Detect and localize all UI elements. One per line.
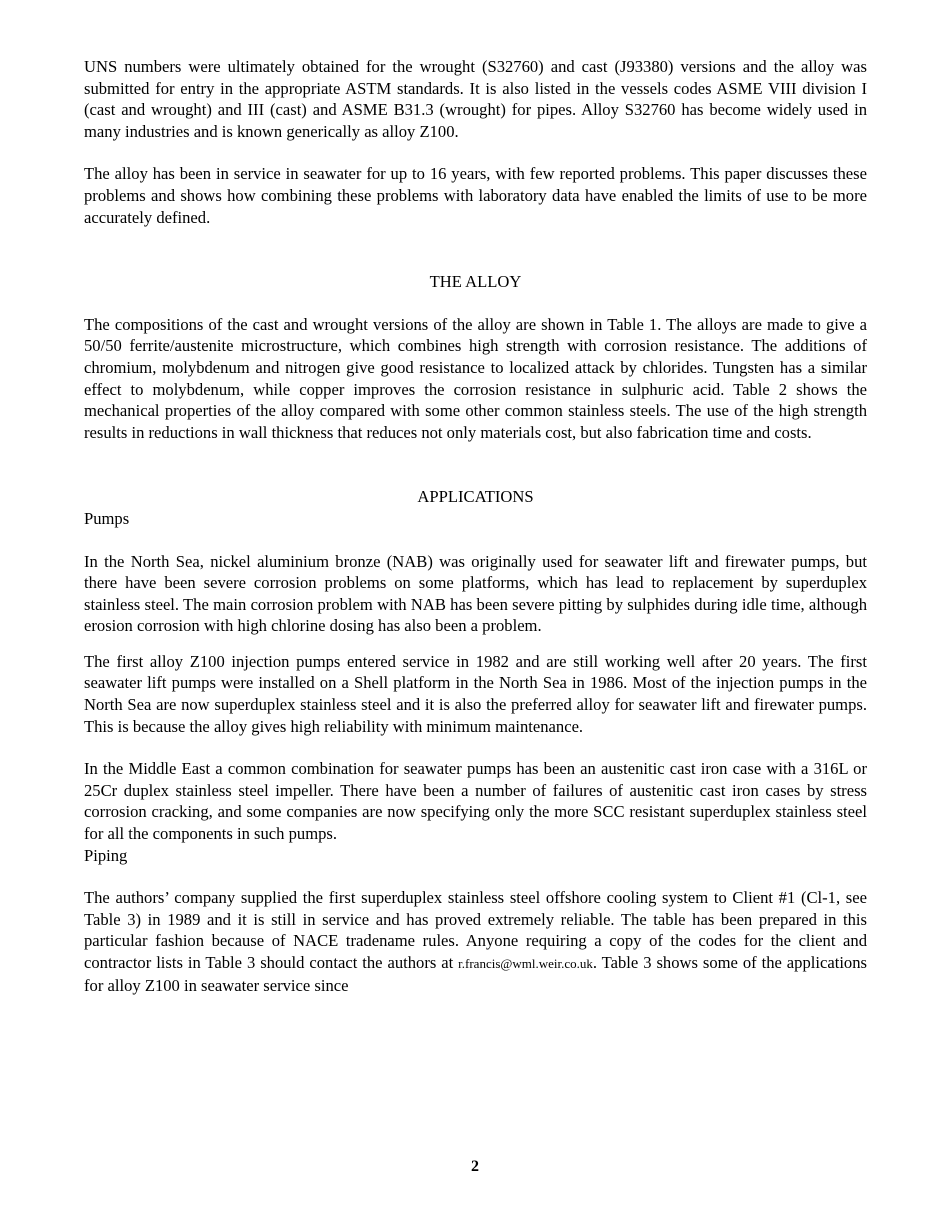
contact-email-link[interactable]: r.francis@wml.weir.co.uk [458,956,593,971]
section-heading-alloy: THE ALLOY [429,272,522,292]
piping-text-end: . Table 3 shows some of the applications for alloy Z100 in seawater service since [84,953,867,995]
intro-paragraph-service: The alloy has been in service in seawater for up to 16 years, with few reported problems. This paper discusses these problems and shows how combining these problems with laboratory data have enabled the limits of use to be more accurately defined. [84,164,867,227]
subheading-pumps: Pumps [84,508,130,528]
piping-text-start: The authors’ company supplied the first superduplex stainless steel offshore cooling system to Client #1 (Cl-1, see Table 3) in 1989 and it is still in service and has proved extremely reliable. The table has been prepared in this particular fashion because of NACE tradename rules. Anyone requiring a copy of the codes for the client and contractor lists in Table 3 should contact the authors at [84,888,867,972]
alloy-paragraph: The compositions of the cast and wrought versions of the alloy are shown in Table 1. The alloys are made to give a 50/50 ferrite/austenite microstructure, which combines high strength with corrosion resistance. The additions of chromium, molybdenum and nitrogen give good resistance to localized attack by chlorides. Tungsten has a similar effect to molybdenum, while copper improves the corrosion resistance in sulphuric acid. Table 2 shows the mechanical properties of the alloy compared with some other common stainless steels. The use of the high strength results in reductions in wall thickness that reduces not only materials cost, but also fabrication time and costs. [84,314,867,442]
pumps-paragraph-middle-east: In the Middle East a common combination for seawater pumps has been an austenitic cast iron case with a 316L or 25Cr duplex stainless steel impeller. There have been a number of failures of austenitic cast iron cases by stress corrosion cracking, and some companies are now specifying only the more SCC resistant superduplex stainless steel for all the components in such pumps. [84,759,867,844]
intro-paragraph-uns: UNS numbers were ultimately obtained for the wrought (S32760) and cast (J93380) versions and the alloy was submitted for entry in the appropriate ASTM standards. It is also listed in the vessels codes ASME VIII division I (cast and wrought) and III (cast) and ASME B31.3 (wrought) for pipes. Alloy S32760 has become widely used in many industries and is known generically as alloy Z100. [84,57,867,141]
piping-paragraph [84,887,867,996]
subheading-piping: Piping [84,845,128,865]
pumps-paragraph-north-sea: In the North Sea, nickel aluminium bronze (NAB) was originally used for seawater lift and firewater pumps, but there have been severe corrosion problems on some platforms, which has lead to replacement by superduplex stainless steel. The main corrosion problem with NAB has been severe pitting by sulphides during idle time, although erosion corrosion with high chlorine dosing has also been a problem. [84,551,867,636]
page-number: 2 [471,1158,479,1175]
section-heading-applications: APPLICATIONS [417,487,534,507]
pumps-paragraph-z100: The first alloy Z100 injection pumps entered service in 1982 and are still working well after 20 years. The first seawater lift pumps were installed on a Shell platform in the North Sea in 1986. Most of the injection pumps in the North Sea are now superduplex stainless steel and it is also the preferred alloy for seawater lift and firewater pumps. This is because the alloy gives high reliability with minimum maintenance. [84,651,867,736]
page-body [84,56,867,996]
